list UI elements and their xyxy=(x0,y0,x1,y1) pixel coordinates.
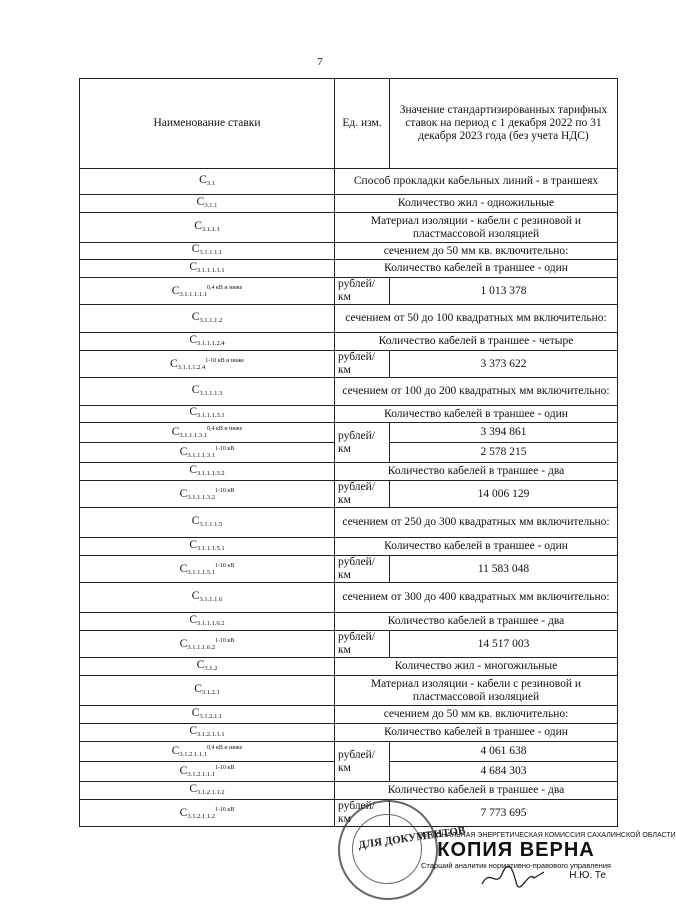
rate-code: $С_{3.1.1.1.3.1}^{1-10 кВ}$ xyxy=(80,443,335,463)
rate-unit: рублей/км xyxy=(335,800,390,827)
table-row xyxy=(80,676,618,706)
rate-description: Количество жил - одножильные xyxy=(335,195,618,213)
rate-code: $С_{3.1.1.1.3.2}$ xyxy=(80,463,335,481)
table-row xyxy=(80,378,618,406)
rate-value: 4 684 303 xyxy=(390,762,618,782)
table-row xyxy=(80,463,618,481)
table-row xyxy=(80,613,618,631)
table-row xyxy=(80,260,618,278)
rate-value: 3 394 861 xyxy=(390,423,618,443)
rate-code: $С_{3.1.1.1.3.1}$ xyxy=(80,406,335,423)
header-value: Значение стандартизированных тарифных ставок на период с 1 декабря 2022 по 31 декабря 2023 года (без учета НДС) xyxy=(390,79,618,169)
table-row xyxy=(80,243,618,260)
table-row xyxy=(80,742,618,762)
header-unit: Ед. изм. xyxy=(335,79,390,169)
rate-description: Количество кабелей в траншее - два xyxy=(335,613,618,631)
rate-code: $С_{3.1}$ xyxy=(80,169,335,195)
table-row xyxy=(80,169,618,195)
table-row xyxy=(80,406,618,423)
table-row xyxy=(80,278,618,305)
table-row xyxy=(80,481,618,508)
rate-code: $С_{3.1.1.1.6.2}$ xyxy=(80,613,335,631)
table-row xyxy=(80,333,618,351)
table-row xyxy=(80,305,618,333)
rate-value: 14 006 129 xyxy=(390,481,618,508)
rate-description: сечением от 250 до 300 квадратных мм включительно: xyxy=(335,508,618,538)
rate-code: $С_{3.1.1.1.1.1}^{0,4 кВ и ниже}$ xyxy=(80,278,335,305)
rate-unit: рублей/км xyxy=(335,481,390,508)
rate-description: Количество кабелей в траншее - два xyxy=(335,463,618,481)
stamp-position: Старший аналитик нормативно-правового управления xyxy=(421,861,611,870)
table-row xyxy=(80,658,618,676)
rate-description: Количество кабелей в траншее - два xyxy=(335,782,618,800)
seal-text: ДЛЯ ДОКУМЕНТОВ xyxy=(357,824,467,852)
rate-code: $С_{3.1.2.1.1.2}^{1-10 кВ}$ xyxy=(80,800,335,827)
rate-code: $С_{3.1.1.1.3.1}^{0,4 кВ и ниже}$ xyxy=(80,423,335,443)
rate-value: 7 773 695 xyxy=(390,800,618,827)
table-row xyxy=(80,508,618,538)
table-row xyxy=(80,583,618,613)
rate-code: $С_{3.1.1.1.2.4}^{1-10 кВ и ниже}$ xyxy=(80,351,335,378)
handwritten-signature xyxy=(478,862,548,892)
page-number: 7 xyxy=(317,56,323,68)
rate-description: Материал изоляции - кабели с резиновой и пластмассовой изоляцией xyxy=(335,213,618,243)
rate-unit: рублей/км xyxy=(335,351,390,378)
rate-code: $С_{3.1.1.1.5.1}^{1-10 кВ}$ xyxy=(80,556,335,583)
rate-value: 1 013 378 xyxy=(390,278,618,305)
rate-code: $С_{3.1.2.1.1.2}$ xyxy=(80,782,335,800)
rate-code: $С_{3.1.1.1.5}$ xyxy=(80,508,335,538)
table-row xyxy=(80,724,618,742)
rate-unit: рублей/км xyxy=(335,423,390,463)
rate-description: сечением от 100 до 200 квадратных мм включительно: xyxy=(335,378,618,406)
rate-description: Количество кабелей в траншее - один xyxy=(335,406,618,423)
rate-description: Количество кабелей в траншее - один xyxy=(335,260,618,278)
table-row xyxy=(80,213,618,243)
rate-unit: рублей/км xyxy=(335,278,390,305)
rate-description: Количество кабелей в траншее - один xyxy=(335,538,618,556)
table-header-row xyxy=(80,79,618,169)
rate-code: $С_{3.1.1.1.3.2}^{1-10 кВ}$ xyxy=(80,481,335,508)
rate-value: 14 517 003 xyxy=(390,631,618,658)
rate-description: Способ прокладки кабельных линий - в траншеях xyxy=(335,169,618,195)
rate-code: $С_{3.1.1.1.5.1}$ xyxy=(80,538,335,556)
rate-description: сечением до 50 мм кв. включительно: xyxy=(335,243,618,260)
rate-value: 4 061 638 xyxy=(390,742,618,762)
rate-code: $С_{3.1.1.1.6.2}^{1-10 кВ}$ xyxy=(80,631,335,658)
table-row xyxy=(80,195,618,213)
tariff-rates-table xyxy=(79,78,618,827)
rate-code: $С_{3.1.1.1.2.4}$ xyxy=(80,333,335,351)
table-row xyxy=(80,631,618,658)
rate-code: $С_{3.1.1.1}$ xyxy=(80,213,335,243)
rate-description: сечением от 50 до 100 квадратных мм включительно: xyxy=(335,305,618,333)
rate-code: $С_{3.1.2}$ xyxy=(80,658,335,676)
stamp-person-name: Н.Ю. Те xyxy=(569,870,606,881)
table-row xyxy=(80,423,618,443)
rate-description: Материал изоляции - кабели с резиновой и пластмассовой изоляцией xyxy=(335,676,618,706)
table-row xyxy=(80,706,618,724)
rate-description: Количество кабелей в траншее - четыре xyxy=(335,333,618,351)
header-name: Наименование ставки xyxy=(80,79,335,169)
rate-code: $С_{3.1.1.1.2}$ xyxy=(80,305,335,333)
rate-code: $С_{3.1.1.1.6}$ xyxy=(80,583,335,613)
table-row xyxy=(80,538,618,556)
rate-code: $С_{3.1.1.1.1}$ xyxy=(80,243,335,260)
rate-code: $С_{3.1.2.1}$ xyxy=(80,676,335,706)
rate-description: сечением от 300 до 400 квадратных мм включительно: xyxy=(335,583,618,613)
rate-description: сечением до 50 мм кв. включительно: xyxy=(335,706,618,724)
table-row xyxy=(80,556,618,583)
rate-code: $С_{3.1.1}$ xyxy=(80,195,335,213)
table-row xyxy=(80,782,618,800)
stamp-copy-label: КОПИЯ ВЕРНА xyxy=(437,839,595,861)
rate-description: Количество кабелей в траншее - один xyxy=(335,724,618,742)
rate-code: $С_{3.1.2.1.1.1}$ xyxy=(80,724,335,742)
rate-unit: рублей/км xyxy=(335,631,390,658)
rate-value: 2 578 215 xyxy=(390,443,618,463)
rate-code: $С_{3.1.2.1.1}$ xyxy=(80,706,335,724)
rate-unit: рублей/км xyxy=(335,556,390,583)
rate-description: Количество жил - многожильные xyxy=(335,658,618,676)
rate-code: $С_{3.1.2.1.1.1}^{0,4 кВ и ниже}$ xyxy=(80,742,335,762)
rate-value: 11 583 048 xyxy=(390,556,618,583)
rate-unit: рублей/км xyxy=(335,742,390,782)
rate-code: $С_{3.1.1.1.1.1}$ xyxy=(80,260,335,278)
rate-code: $С_{3.1.2.1.1.1}^{1-10 кВ}$ xyxy=(80,762,335,782)
rate-value: 3 373 622 xyxy=(390,351,618,378)
rate-code: $С_{3.1.1.1.3}$ xyxy=(80,378,335,406)
table-row xyxy=(80,351,618,378)
stamp-organization: РЕГИОНАЛЬНАЯ ЭНЕРГЕТИЧЕСКАЯ КОМИССИЯ САХАЛИНСКОЙ ОБЛАСТИ xyxy=(418,832,676,839)
